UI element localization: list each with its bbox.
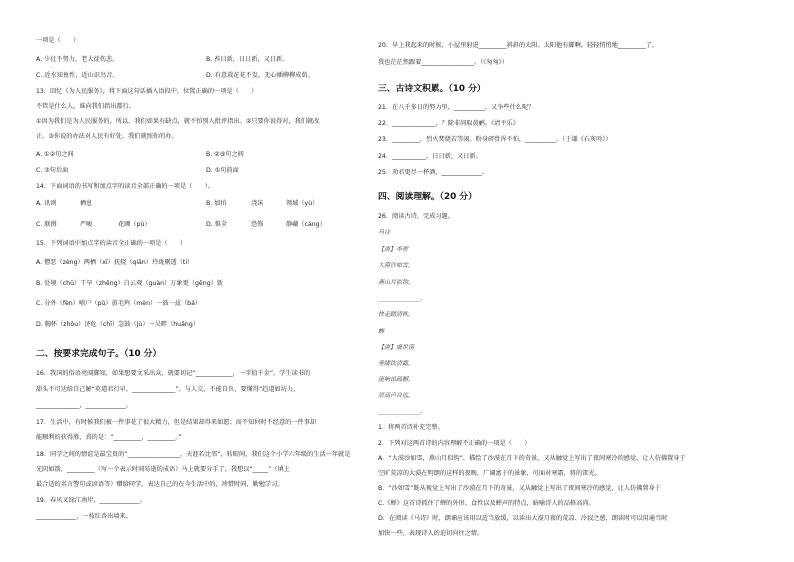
q26-sub-2-option-d-2: 加快一些，表现诗人的迫切向往之情。 xyxy=(378,530,484,537)
q19: 19．春风又绿江南岸，_____________。 xyxy=(36,497,146,504)
q26-sub-2-option-a-1: A．“大漠沙如雪，燕山月似钩”，描绘了沙漠在月下的奇景，又从触觉上写出了夜间寒冷的感觉，让人仿佛置身于 xyxy=(378,455,686,462)
q13-option-b: B. ②③句之间 xyxy=(206,151,244,158)
q15-option-c: C. 分外（fèn）哺户（pǔ）黄毛鸡（mèn）一鼓一兹（bá） xyxy=(36,300,202,307)
q26-stem: 26．阅读古诗，完成习题。 xyxy=(378,213,454,220)
q12-option-d: D. 有意栽花花不发，无心插柳柳成荫。 xyxy=(206,72,314,79)
q14-c-word1: C. 联揖 xyxy=(36,221,57,228)
q14-c-word3: 花圃（pù） xyxy=(118,221,151,228)
q14-a-word1: A. 讯则 xyxy=(36,200,57,207)
q15-stem: 15．下列词语中加点字的读音全正确的一项是（ ） xyxy=(36,240,187,247)
q26-sub-2-option-c: C.《蝉》这首诗抓住了蝉的外形、食性以及蝉声的特点，暗喻诗人的品格高尚。 xyxy=(378,500,595,507)
q22: 22．______________，？除非问取黄鹂。《清平乐》 xyxy=(378,120,519,127)
q25: 25．劝君更尽一杯酒，_____________。 xyxy=(378,169,488,176)
q13-line-1: 13．回忆《为人民服务》，将下面这句话插入语段中，位置正确的一项是（ ） xyxy=(36,88,258,95)
q13-line-4: 正。③你说的办法对人民有好处，我们就照你的办。 xyxy=(36,133,178,140)
poem2-line-2: 流响出疏桐。 xyxy=(378,376,415,383)
poem2-title: 蝉 xyxy=(378,328,385,335)
q20-line-2: 我也茫茫然跟着_________________。（《匆匆》） xyxy=(378,59,508,66)
q14-d-word3: 静藏（cáng） xyxy=(286,221,326,228)
q14-stem: 14．下面词语的书写和加点字的读音全部正确的一项是（ ）。 xyxy=(36,183,215,190)
q14-b-word1: B. 加拍 xyxy=(206,200,227,207)
q12-tail: 一项是（ ） xyxy=(36,37,80,44)
q15-option-d: D. 胸怀（zhōu）济危（chī）急鼓（jù）一吴畔（huǎng） xyxy=(36,321,199,328)
poem1-title: 马诗 xyxy=(378,229,391,236)
poem1-author: 【唐】李贺 xyxy=(378,246,409,253)
poem1-line-1: 大漠沙如雪， xyxy=(378,262,415,269)
q18-line-3: 最合适的名言警句或谚语等）赠给同学，表达自己的在今生活中的，珍惜时间，勤勉学习。 xyxy=(36,481,284,488)
q14-a-word2: 栖息 xyxy=(80,200,93,207)
section-2-heading: 二、按要求完成句子。（10 分） xyxy=(36,349,162,359)
q26-sub-2-option-a-2: 空旷荒凉的大漠在明朗的这样的夜晚，广阔富于的景象，可面对寒霜，将的雷光。 xyxy=(378,470,601,477)
q15-option-b: B. 处境（chǔ）干旱（zhēng）白云观（guàn）万象更（gēng）新 xyxy=(36,280,223,287)
q21: 21．在八千多日的努力里，__________，又争些什么呢？ xyxy=(378,104,535,111)
q13-option-c: C. ③句后面 xyxy=(36,167,69,174)
q13-option-a: A. ①②句之间 xyxy=(36,151,74,158)
q16-line-3: ______________，_____________。 xyxy=(36,402,132,409)
poem1-line-2: 燕山月似钩。 xyxy=(378,279,415,286)
q17-line-2: 能顺利的获得胜，真的是：“_________，_________。” xyxy=(36,434,182,441)
q12-option-b: B. 苔目新，日日新，又日新。 xyxy=(206,56,289,63)
q18-line-1: 18．同学之间的情谊是最宝贵的“_________________，天涯若比邻”，转眼间，我们这个小学六年级的生活一年就是 xyxy=(36,451,351,458)
q13-line-2: 不管是什么人，谁向我们指出都行。 xyxy=(36,103,135,110)
q20-line-1: 20．早上我起来的时候，小屋里射进_________斜斜的太阳。太阳他有脚啊，轻轻悄悄地_________了， xyxy=(378,42,659,49)
q14-b-word3: 领域（yù） xyxy=(286,200,319,207)
poem2-line-3: 居高声自远， xyxy=(378,392,415,399)
q24: 24．___________，日日新，又日新。 xyxy=(378,153,482,160)
q12-option-c: C. 近水知鱼性，近山识鸟音。 xyxy=(36,72,119,79)
section-4-heading: 四、阅读理解。（20 分） xyxy=(378,192,477,202)
section-3-heading: 三、古诗文积累。（10 分） xyxy=(378,84,486,94)
q26-sub-2: 2．下列对这两首诗的内容理解不正确的一项是（ ） xyxy=(378,440,531,447)
q17-line-1: 17．生活中，有时候我们被一件事花了很大精力，但是结果却得来如愿；而不知何时不经意的一件事却 xyxy=(36,419,317,426)
q26-sub-2-option-b: B．“沙如雪”既从视觉上写出了沙漠在月下的奇景，又从触觉上写出了夜间寒冷的感觉，让人仿佛置身于 xyxy=(378,485,661,492)
poem2-author: 【唐】虞世南 xyxy=(378,344,415,351)
q16-line-2: 甜头不可达给自己解“莫道君行早，______________”。与人交，不能自负，要懂得“趋道如坊力， xyxy=(36,386,300,393)
q13-line-3: ①因为我们是为人民服务的，所以，我们如果有缺点，就不怕别人批评指出。②只要你说得对，我们就改 xyxy=(36,118,320,125)
q12-option-a: A. 少壮不努力，老大徒伤悲。 xyxy=(36,56,119,63)
q14-c-word2: 严峻 xyxy=(80,221,93,228)
poem2-line-1: 垂緌饮清露， xyxy=(378,360,415,367)
q23: 23．_________，烈火焚烧若等闲。粉身碎骨浑不怕，__________。（于谦《石灰吟》） xyxy=(378,136,612,143)
q16-line-1: 16．我国的俗语亮闻脚知，如果想要文采出众，就要切记“____________，一字值千金”。学生读书的 xyxy=(36,370,311,377)
poem1-line-3-blank: ______________。 xyxy=(378,295,427,302)
q18-line-2: 光阴如箭，_________（写一个表示时间易逝的成语）马上就要分手了，我想以“_____”（填上 xyxy=(36,466,290,473)
q13-option-d: D. ①句前面 xyxy=(206,167,239,174)
q26-sub-1: 1．将两首诗补充完整。 xyxy=(378,424,444,431)
q14-b-word2: 浇沫 xyxy=(251,200,264,207)
q14-d-word2: 恐怖 xyxy=(251,221,264,228)
poem2-line-4-blank: ______________。 xyxy=(378,408,427,415)
q15-option-a: A. 憎恶（zèng）两栖（xī）抚挠（qiān）玲珑剔透（ti） xyxy=(36,259,194,266)
q26-sub-2-option-d-1: D．在阅读《马诗》时，朗诵应该用以适当放缓，以读出大漠月夜的荒凉、冷寂之感，朗读时可以用通当时 xyxy=(378,515,668,522)
q14-d-word1: D. 惧全 xyxy=(206,221,228,228)
q19-tail: _____________，一枝红杏出墙来。 xyxy=(36,513,132,520)
poem1-line-4: 快走踏清秋。 xyxy=(378,311,415,318)
